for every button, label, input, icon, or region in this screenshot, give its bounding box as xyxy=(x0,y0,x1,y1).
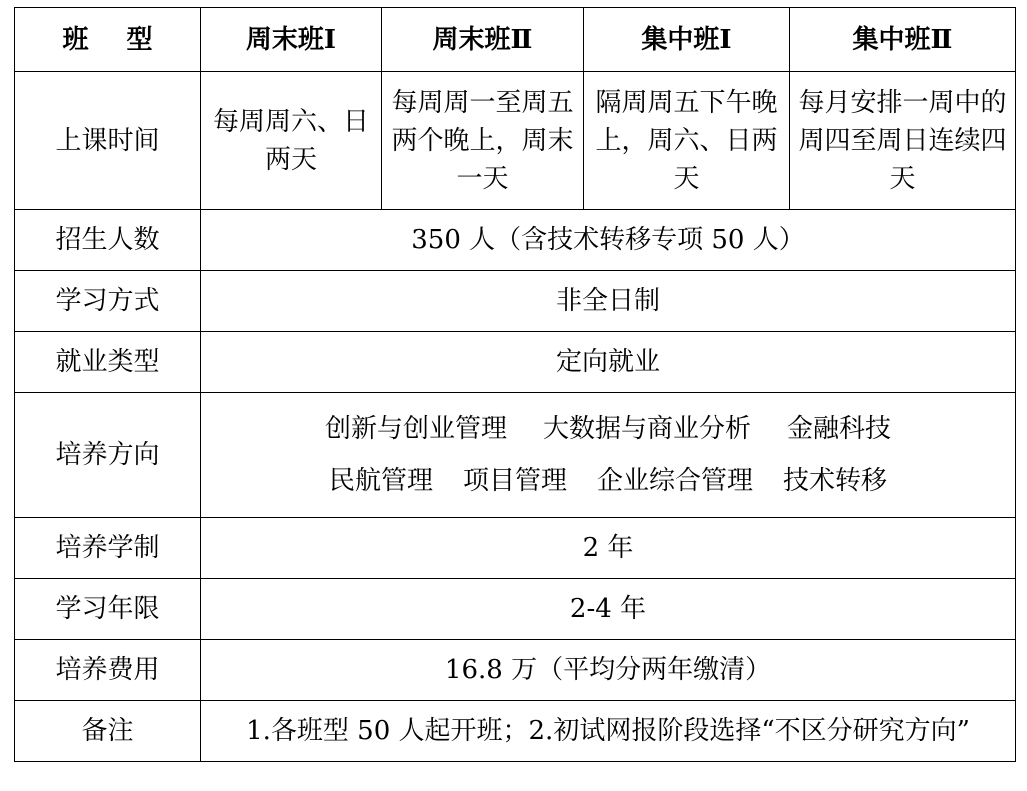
fee-row xyxy=(15,640,1016,701)
fee-value: 16.8 万（平均分两年缴清） xyxy=(201,640,1016,701)
direction-item: 大数据与商业分析 xyxy=(542,414,751,444)
directions-value xyxy=(201,393,1016,518)
remarks-row xyxy=(15,701,1016,762)
direction-item: 企业综合管理 xyxy=(597,466,754,496)
employment-value: 定向就业 xyxy=(201,332,1016,393)
class-time-intensive-1: 隔周周五下午晚上，周六、日两天 xyxy=(584,72,790,210)
direction-item: 创新与创业管理 xyxy=(324,414,507,444)
study-limit-label: 学习年限 xyxy=(15,579,201,640)
direction-item: 项目管理 xyxy=(462,466,567,496)
header-class-weekend-1: 周末班Ⅰ xyxy=(201,8,382,72)
direction-item: 民航管理 xyxy=(328,466,433,496)
class-time-row xyxy=(15,72,1016,210)
duration-label: 培养学制 xyxy=(15,518,201,579)
employment-label: 就业类型 xyxy=(15,332,201,393)
program-table xyxy=(14,7,1016,762)
enrollment-value: 350 人（含技术转移专项 50 人） xyxy=(201,210,1016,271)
study-mode-label: 学习方式 xyxy=(15,271,201,332)
study-limit-row xyxy=(15,579,1016,640)
header-type-label: 班型 xyxy=(15,8,201,72)
header-class-intensive-1: 集中班Ⅰ xyxy=(584,8,790,72)
class-time-weekend-1: 每周周六、日两天 xyxy=(201,72,382,210)
direction-item: 金融科技 xyxy=(787,414,892,444)
employment-row xyxy=(15,332,1016,393)
header-class-intensive-2: 集中班Ⅱ xyxy=(790,8,1016,72)
duration-row xyxy=(15,518,1016,579)
directions-line-1 xyxy=(207,403,1009,455)
direction-item: 技术转移 xyxy=(783,466,888,496)
duration-value: 2 年 xyxy=(201,518,1016,579)
class-time-weekend-2: 每周周一至周五两个晚上，周末一天 xyxy=(382,72,584,210)
class-time-intensive-2: 每月安排一周中的周四至周日连续四天 xyxy=(790,72,1016,210)
class-time-label: 上课时间 xyxy=(15,72,201,210)
directions-label: 培养方向 xyxy=(15,393,201,518)
header-class-weekend-2: 周末班Ⅱ xyxy=(382,8,584,72)
directions-row xyxy=(15,393,1016,518)
enrollment-row xyxy=(15,210,1016,271)
remarks-value: 1.各班型 50 人起开班；2.初试网报阶段选择“不区分研究方向” xyxy=(201,701,1016,762)
study-mode-row xyxy=(15,271,1016,332)
fee-label: 培养费用 xyxy=(15,640,201,701)
remarks-label: 备注 xyxy=(15,701,201,762)
study-limit-value: 2-4 年 xyxy=(201,579,1016,640)
directions-line-2 xyxy=(207,455,1009,507)
study-mode-value: 非全日制 xyxy=(201,271,1016,332)
header-row xyxy=(15,8,1016,72)
enrollment-label: 招生人数 xyxy=(15,210,201,271)
